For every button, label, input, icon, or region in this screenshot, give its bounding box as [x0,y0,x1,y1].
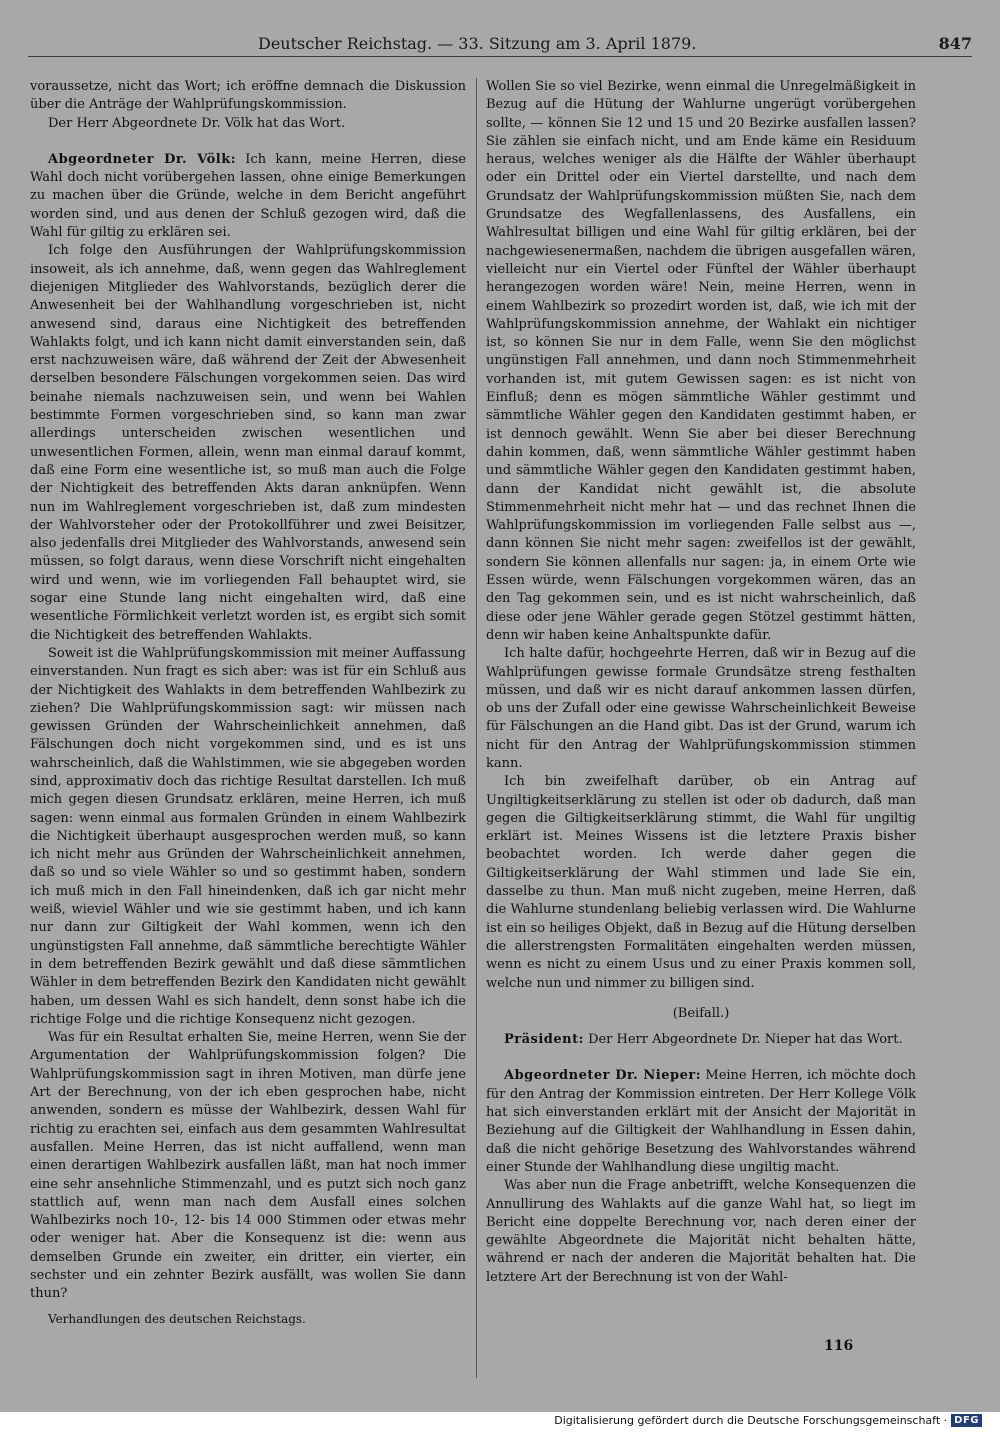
header-title: Deutscher Reichstag. — 33. Sitzung am 3. April 1879. [258,34,697,53]
speaker-label: Präsident: [504,1032,584,1048]
digitization-credit [554,1414,982,1427]
paragraph: Der Herr Abgeordnete Dr. Völk hat das Wort. [48,115,346,131]
paragraph [486,1031,916,1049]
running-header [28,30,972,57]
speech-text: Ich kann, meine Herren, diese Wahl doch nicht vorübergehen lassen, ohne einige Bemerkungen zu machen über die Gründe, welche in dem Bericht angeführt worden sind, und aus denen der Schluß gezogen wird, daß die Wahl für giltig zu erklären sei. [30,151,467,241]
speech-text: Der Herr Abgeordnete Dr. Nieper hat das Wort. [588,1032,903,1048]
left-column [30,78,477,1378]
column-footer: Verhandlungen des deutschen Reichstags. [48,1311,306,1326]
speaker-label: Abgeordneter Dr. Völk: [48,151,237,167]
speaker-label: Abgeordneter Dr. Nieper: [504,1068,702,1084]
applause-note: (Beifall.) [672,1005,730,1021]
paragraph: Ich bin zweifelhaft darüber, ob ein Antrag auf Ungiltigkeitserklärung zu stellen ist oder ob dadurch, daß man gegen die Giltigkeitserklärung stimmt, die Wahl für ungiltig erklärt ist. Meines Wissens ist die letztere Praxis bisher beobachtet worden. Ich werde daher gegen die Giltigkeitserklärung der Wahl stimmen und lade Sie ein, dasselbe zu thun. Man muß nicht zugeben, meine Herren, daß die Wahlurne stundenlang beliebig verlassen wird. Die Wahlurne ist ein so heiliges Objekt, daß in Bezug auf die Hütung derselben die allerstrengsten Formalitäten eingehalten werden müssen, wenn es nicht zu einem Usus und zu einer Praxis kommen soll, welche nun und nimmer zu billigen sind. [486,774,916,991]
paragraph: Was aber nun die Frage anbetrifft, welche Konsequenzen die Annullirung des Wahlakts auf die ganze Wahl hat, so liegt im Bericht eine doppelte Berechnung vor, nach deren einer der gewählte Abgeordnete die Majorität nicht behalten hätte, während er nach der anderen die Majorität behalten hat. Die letztere Art der Berechnung ist von der Wahl- [486,1178,916,1285]
dfg-logo-icon: DFG [951,1414,982,1427]
signature-number: 116 [824,1338,854,1354]
paragraph [486,1067,916,1177]
paragraph: Ich folge den Ausführungen der Wahlprüfungskommission insoweit, als ich annehme, daß, wenn gegen das Wahlreglement diejenigen Mitglieder des Wahlvorstands, bezüglich derer die Anwesenheit bei der Wahlhandlung vorgeschrieben ist, nicht anwesend sind, daraus eine Nichtigkeit des betreffenden Wahlakts folgt, und ich kann nicht damit einverstanden sein, daß erst nachzuweisen wäre, daß während der Zeit der Abwesenheit derselben besondere Fälschungen vorgekommen seien. Das wird beinahe niemals nachzuweisen sein, und wenn bei Wahlen bestimmte Formen vorgeschrieben sind, so kann man zwar allerdings unterscheiden zwischen wesentlichen und unwesentlichen Formen, allein, wenn man einmal darauf kommt, daß eine Form eine wesentliche ist, so muß man auch die Folge der Nichtigkeit des betreffenden Akts daran anknüpfen. Wenn nun im Wahlreglement vorgeschrieben ist, daß zum mindesten der Wahlvorsteher oder der Protokollführer und zwei Beisitzer, also jedenfalls drei Mitglieder des Wahlvorstands, anwesend sein müssen, so folgt daraus, wenn diese Vorschrift nicht eingehalten wird und wenn, wie im vorliegenden Fall behauptet wird, sie sogar eine Stunde lang nicht eingehalten wird, daß eine wesentliche Förmlichkeit verletzt worden ist, es ergibt sich somit die Nichtigkeit des betreffenden Wahlakts. [30,243,466,643]
paragraph: voraussetze, nicht das Wort; ich eröffne demnach die Diskussion über die Anträge der Wahlprüfungskommission. [30,79,466,113]
right-column [486,78,916,1287]
paragraph: Wollen Sie so viel Bezirke, wenn einmal die Unregelmäßigkeit in Bezug auf die Hütung der Wahlurne ungerügt vorübergehen sollte, — können Sie 12 und 15 und 20 Bezirke ausfallen lassen? Sie zählen sie einfach nicht, und am Ende käme ein Residuum heraus, welches weniger als die Hälfte der Wähler überhaupt oder ein Drittel oder ein Viertel darstellte, und nach dem Grundsatz der Wahlprüfungskommission müßten Sie, nach dem Grundsatze des Wegfallenlassens, des Ausfallens, ein Wahlresultat billigen und eine Wahl für giltig erklären, bei der nachgewiesenermaßen, nachdem die übrigen ausgefallen wären, vielleicht nur ein Viertel oder Fünftel der Wähler überhaupt herangezogen worden wäre! Nein, meine Herren, wenn in einem Wahlbezirk so prozedirt worden ist, daß, wie ich mit der Wahlprüfungskommission annehme, der Wahlakt ein nichtiger ist, so können Sie nur in dem Falle, wenn Sie den möglichst ungünstigen Fall annehmen, und dann noch Stimmenmehrheit vorhanden ist, mit gutem Gewissen sagen: es ist nicht von Einfluß; denn es mögen sämmtliche Wähler gestimmt und sämmtliche Wähler gegen den Kandidaten gestimmt haben, er ist dennoch gewählt. Wenn Sie aber bei dieser Berechnung dahin kommen, daß, wenn sämmtliche Wähler gestimmt haben und sämmtliche Wähler gegen den Kandidaten gestimmt haben, dann der Kandidat nicht gewählt ist, die absolute Stimmenmehrheit nicht mehr hat — und das rechnet Ihnen die Wahlprüfungskommission im vorliegenden Falle selbst aus —, dann können Sie nicht mehr sagen: zweifellos ist der gewählt, sondern Sie können allenfalls nur sagen: ja, in einem Orte wie Essen würde, wenn Fälschungen vorgekommen wären, das an den Tag gekommen sein, und es ist nicht wahrscheinlich, daß diese oder jene Wähler gerade gegen Stötzel gestimmt hätten, denn wir haben keine Anhaltspunkte dafür. [486,79,916,643]
page-number: 847 [938,34,972,53]
speech-text: Meine Herren, ich möchte doch für den Antrag der Kommission eintreten. Der Herr Kollege Völk hat sich einverstanden erklärt mit der Ansicht der Majorität in Beziehung auf die Giltigkeit der Wahlhandlung in Essen dahin, daß die nicht gehörige Besetzung des Wahlvorstandes während einer Stunde der Wahlhandlung diese ungiltig macht. [486,1068,916,1175]
paragraph: Soweit ist die Wahlprüfungskommission mit meiner Auffassung einverstanden. Nun fragt es sich aber: was ist für ein Schluß aus der Nichtigkeit des Wahlakts in dem betreffenden Wahlbezirk zu ziehen? Die Wahlprüfungskommission sagt: wir müssen nach gewissen Gründen der Wahrscheinlichkeit annehmen, daß Fälschungen doch nicht vorgekommen sind, und es ist uns wahrscheinlich, daß die Wahlstimmen, wie sie abgegeben worden sind, approximativ doch das richtige Resultat darstellen. Ich muß mich gegen diesen Grundsatz erklären, meine Herren, ich muß sagen: wenn einmal aus formalen Gründen in einem Wahlbezirk die Nichtigkeit überhaupt ausgesprochen werden muß, so kann ich nicht mehr aus Gründen der Wahrscheinlichkeit annehmen, daß so und so viele Wähler so und so gestimmt haben, sondern ich muß mich in den Fall hineindenken, daß ich gar nicht mehr weiß, wieviel Wähler und wie sie gestimmt haben, und ich kann nur dann zur Giltigkeit der Wahl kommen, wenn ich den ungünstigsten Fall annehme, daß sämmtliche berechtigte Wähler in dem betreffenden Bezirk gewählt und daß diese sämmtlichen Wähler in dem betreffenden Bezirk den Kandidaten nicht gewählt haben, um dessen Wahl es sich handelt, denn sonst habe ich die richtige Folge und die richtige Konsequenz nicht gezogen. [30,645,466,1027]
paragraph [30,151,466,242]
paragraph: Was für ein Resultat erhalten Sie, meine Herren, wenn Sie der Argumentation der Wahlprüfungskommission folgen? Die Wahlprüfungskommission sagt in ihren Motiven, man dürfe jene Art der Berechnung, von der ich eben gesprochen habe, nicht anwenden, sondern es müsse der Wahlbezirk, dessen Wahl für richtig zu erachten sei, einfach aus dem gesammten Wahlresultat ausfallen. Meine Herren, das ist nicht auffallend, wenn man einen derartigen Wahlbezirk ausfallen läßt, man hat noch immer eine sehr ansehnliche Stimmenzahl, und es putzt sich noch ganz stattlich auf, wenn man nach dem Ausfall eines solchen Wahlbezirks noch 10-, 12- bis 14 000 Stimmen oder etwas mehr oder weniger hat. Aber die Konsequenz ist die: wenn aus demselben Grunde ein zweiter, ein dritter, ein vierter, ein sechster und ein zehnter Bezirk ausfällt, was wollen Sie dann thun? [30,1030,466,1302]
paragraph: Ich halte dafür, hochgeehrte Herren, daß wir in Bezug auf die Wahlprüfungen gewisse formale Grundsätze streng festhalten müssen, und daß wir es nicht darauf ankommen lassen dürfen, ob uns der Zufall oder eine gewisse Wahrscheinlichkeit Beweise für Fälschungen an die Hand gibt. Das ist der Grund, warum ich nicht für den Antrag der Wahlprüfungskommission stimmen kann. [486,646,916,771]
credit-text: Digitalisierung gefördert durch die Deutsche Forschungsgemeinschaft · [554,1414,948,1427]
